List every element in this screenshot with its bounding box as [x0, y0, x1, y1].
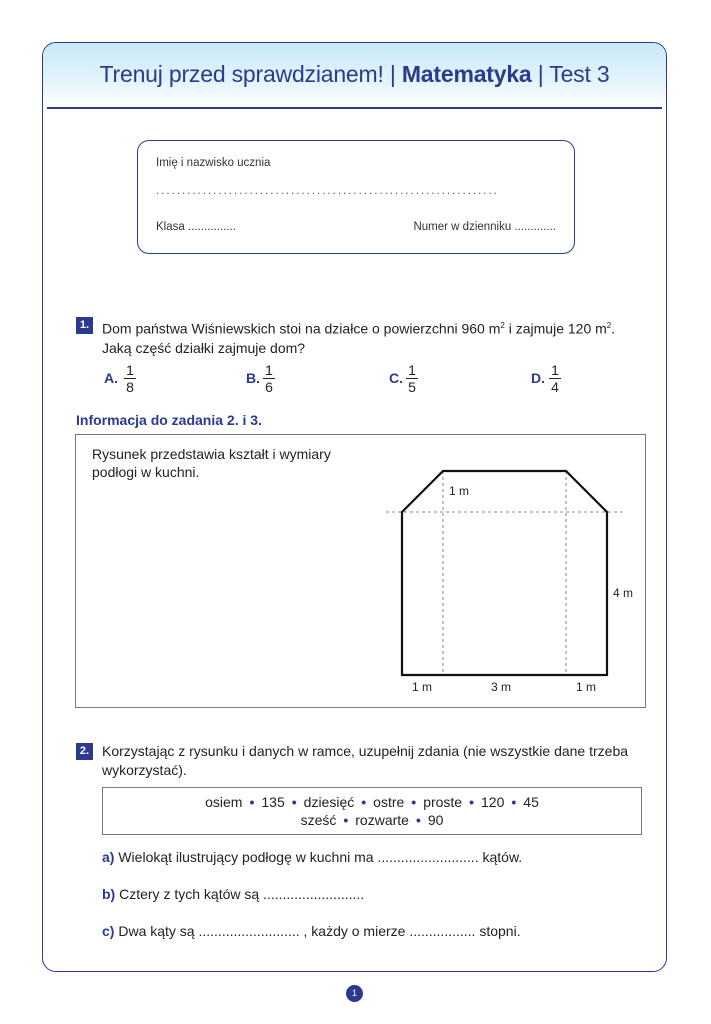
title-subject: Matematyka: [401, 61, 532, 87]
answer-c-denominator: 5: [408, 379, 416, 395]
title-part2: | Test 3: [531, 61, 610, 87]
answer-a-denominator: 8: [126, 379, 134, 395]
word-bank-item: sześć: [300, 812, 337, 828]
student-name-label: Imię i nazwisko ucznia: [156, 157, 271, 169]
bullet-separator: •: [291, 794, 297, 810]
student-info-box: [137, 140, 575, 254]
word-bank-item: rozwarte: [355, 812, 409, 828]
question-2-number: 2.: [76, 743, 93, 760]
dim-top-label: 1 m: [449, 484, 470, 498]
word-bank-item: 90: [427, 812, 444, 828]
dim-bottom-mid-label: 3 m: [491, 680, 512, 694]
answer-a-numerator: 1: [124, 362, 136, 379]
answer-c-letter: C.: [389, 370, 403, 386]
word-bank-item: ostre: [373, 794, 405, 810]
answer-c-numerator: 1: [406, 362, 418, 379]
info-text: Rysunek przedstawia kształt i wymiary podłogi w kuchni.: [92, 446, 331, 480]
word-bank-item: dziesięć: [303, 794, 355, 810]
dim-bottom-right-label: 1 m: [576, 680, 597, 694]
page-title: [43, 61, 666, 88]
bullet-separator: •: [249, 794, 255, 810]
class-field[interactable]: Klasa ...............: [156, 221, 236, 233]
info-box: [75, 434, 646, 708]
answer-a-letter: A.: [104, 370, 118, 386]
q1-sup1: 2: [500, 321, 505, 330]
student-name-field[interactable]: ..................................................................: [156, 185, 499, 197]
bullet-separator: •: [415, 812, 421, 828]
question-2: [76, 742, 656, 780]
q1-text-c: .: [611, 320, 616, 337]
bullet-separator: •: [343, 812, 349, 828]
word-bank-item: proste: [423, 794, 463, 810]
answer-d-numerator: 1: [549, 362, 561, 379]
answer-a-fraction: [124, 362, 136, 395]
question-1: [76, 316, 656, 358]
word-bank-row-1: [103, 793, 641, 811]
dim-right-label: 4 m: [613, 586, 634, 600]
kitchen-floor-diagram: [76, 435, 647, 709]
q1-text-b: i zajmuje 120 m: [504, 320, 607, 337]
word-bank-item: osiem: [205, 794, 243, 810]
subquestion-c-label: c): [102, 923, 115, 939]
answer-c-fraction: [406, 362, 418, 395]
word-bank-item: 120: [481, 794, 505, 810]
answer-d-fraction: [549, 362, 561, 395]
answer-b-fraction: [263, 362, 275, 395]
q1-sup2: 2: [606, 321, 612, 330]
subquestion-a-text: Wielokąt ilustrujący podłogę w kuchni ma .......................... kątów.: [118, 849, 523, 865]
q1-text-line2: Jaką część działki zajmuje dom?: [102, 339, 306, 356]
journal-number-field[interactable]: Numer w dzienniku .............: [413, 221, 556, 233]
page-number: 1: [346, 985, 363, 1002]
question-2-text: Korzystając z rysunku i danych w ramce, uzupełnij zdania (nie wszystkie dane trzeba wykorzystać).: [102, 743, 629, 778]
subquestion-c[interactable]: [102, 923, 521, 939]
subquestion-c-text: Dwa kąty są .......................... , każdy o mierze ................. stopni.: [118, 923, 521, 939]
floor-outline: [402, 471, 607, 675]
question-1-number: 1.: [76, 317, 93, 334]
answer-b-denominator: 6: [265, 379, 273, 395]
question-1-answers: [0, 362, 711, 402]
answer-b-numerator: 1: [263, 362, 275, 379]
subquestion-a[interactable]: [102, 849, 522, 865]
subquestion-b-text: Cztery z tych kątów są ..........................: [119, 886, 365, 902]
bullet-separator: •: [411, 794, 417, 810]
word-bank-row-2: [103, 811, 641, 829]
dim-bottom-left-label: 1 m: [412, 680, 433, 694]
answer-b-letter: B.: [246, 370, 260, 386]
bullet-separator: •: [469, 794, 475, 810]
q1-text-a: Dom państwa Wiśniewskich stoi na działce o powierzchni 960 m: [102, 320, 501, 337]
word-bank-item: 135: [261, 794, 285, 810]
answer-d-denominator: 4: [551, 379, 559, 395]
subquestion-a-label: a): [102, 849, 115, 865]
answer-d-letter: D.: [531, 370, 545, 386]
subquestion-b-label: b): [102, 886, 116, 902]
title-part1: Trenuj przed sprawdzianem! |: [99, 61, 402, 87]
subquestion-b[interactable]: [102, 886, 364, 902]
question-1-text: [102, 316, 656, 358]
word-bank-box: [102, 787, 642, 835]
header-divider: [47, 107, 662, 109]
bullet-separator: •: [511, 794, 517, 810]
word-bank-item: 45: [523, 794, 539, 810]
bullet-separator: •: [361, 794, 367, 810]
info-title: Informacja do zadania 2. i 3.: [76, 412, 262, 428]
